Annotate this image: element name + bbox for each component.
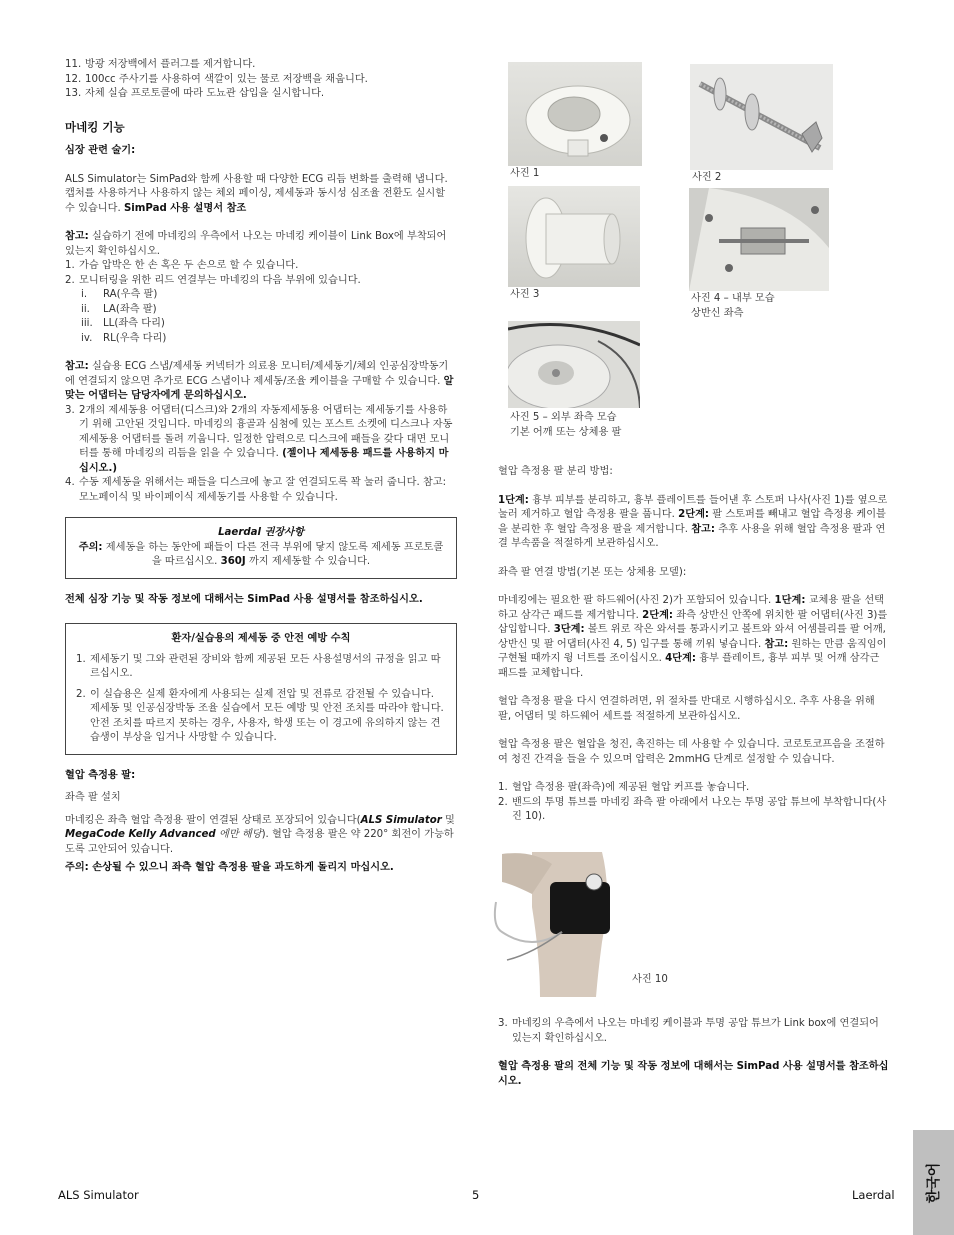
list-item: 1. 혈압 측정용 팔(좌측)에 제공된 혈압 커프를 놓습니다. bbox=[498, 782, 750, 793]
right-column-bottom bbox=[498, 1017, 890, 1089]
external-view-image bbox=[508, 321, 640, 408]
reconnect-text: 혈압 측정용 팔을 다시 연결하려면, 위 절차를 반대로 시행하십시오. 추후 사용을 위해 팔, 어댑터 및 하드웨어 세트를 적절하게 보관하십시오. bbox=[498, 696, 875, 722]
language-tab: 한국어 bbox=[913, 1130, 954, 1235]
list-item: 1. 제세동기 및 그와 관련된 장비와 함께 제공된 모든 사용설명서의 규정을 읽고 따르십시오. bbox=[76, 653, 441, 679]
photo-10-caption: 사진 10 bbox=[632, 974, 668, 985]
list-item: i. RA(우측 팔) bbox=[81, 289, 158, 300]
stopper-screw-image bbox=[508, 62, 642, 166]
list-item: 4. 수동 제세동을 위해서는 패들을 디스크에 놓고 잘 연결되도록 꽉 눌러 줍니다. 참고: 모노페이식 및 바이페이식 제세동기를 사용할 수 있습니다. bbox=[65, 477, 447, 503]
list-item: 3. 마네킹의 우측에서 나오는 마네킹 케이블과 투명 공압 튜브가 Link box에 연결되어 있는지 확인하십시오. bbox=[498, 1018, 879, 1044]
bp-cuff-image bbox=[492, 852, 630, 997]
photo-2-caption: 사진 2 bbox=[692, 172, 722, 183]
photo-2 bbox=[690, 64, 833, 170]
attach-title: 좌측 팔 연결 방법(기본 또는 상체용 모델): bbox=[498, 566, 687, 578]
photo-5-caption: 사진 5 – 외부 좌측 모습 기본 어깨 또는 상체용 팔 bbox=[510, 412, 622, 438]
bp-heading: 혈압 측정용 팔: bbox=[65, 769, 136, 781]
cardiac-heading: 심장 관련 술기: bbox=[65, 145, 136, 156]
cardiac-note-2: 참고: 실습용 ECG 스냅/제세동 커넥터가 의료용 모니터/제세동기/체외 인공심장박동기에 연결되지 않으면 추가로 ECG 스냅이나 제세동/조율 케이블을 구매할 수 있습니다. 알맞는 어댑터는 담당자에게 문의하십시오. bbox=[65, 361, 454, 401]
list-item: 11. 방광 저장백에서 플러그를 제거합니다. bbox=[65, 59, 256, 70]
arm-adapter-image bbox=[508, 186, 640, 287]
bp-steps bbox=[498, 781, 890, 825]
lead-list bbox=[65, 288, 457, 346]
list-item: iv. RL(우측 다리) bbox=[81, 332, 167, 344]
photo-1-caption: 사진 1 bbox=[510, 168, 540, 179]
cardiac-reference: 전체 심장 기능 및 작동 정보에 대해서는 SimPad 사용 설명서를 참조하십시오. bbox=[65, 593, 423, 605]
cardiac-intro: ALS Simulator는 SimPad와 함께 사용할 때 다양한 ECG 리듬 변화를 출력해 냅니다. 캡처를 사용하거나 사용하지 않는 체외 페이싱, 제세동과 동시성 심조율 전환도 실시할 수 있습니다. SimPad 사용 설명서 참조 bbox=[65, 173, 448, 214]
arm-hardware-image bbox=[690, 64, 833, 170]
usage-text: 혈압 측정용 팔은 혈압을 청진, 촉진하는 데 사용할 수 있습니다. 코로토코프음을 조절하여 청진 간격을 들을 수 있으며 압력은 2mmHG 단계로 설정할 수 있습니다. bbox=[498, 739, 885, 765]
cardiac-note-1: 참고: 실습하기 전에 마네킹의 우측에서 나오는 마네킹 케이블이 Link Box에 부착되어 있는지 확인하십시오. bbox=[65, 231, 447, 257]
detach-title: 혈압 측정용 팔 분리 방법: bbox=[498, 466, 613, 477]
photo-5 bbox=[508, 321, 640, 408]
list-item: 2. 밴드의 투명 튜브를 마네킹 좌측 팔 아래에서 나오는 투명 공압 튜브에 부착합니다(사진 10). bbox=[498, 796, 887, 822]
photo-10 bbox=[492, 852, 630, 997]
bp-warning: 주의: 손상될 수 있으니 좌측 혈압 측정용 팔을 과도하게 돌리지 마십시오. bbox=[65, 862, 394, 873]
left-column bbox=[65, 58, 457, 876]
photo-3-caption: 사진 3 bbox=[510, 289, 540, 300]
safety-box: 환자/실습용의 제세동 중 안전 예방 수칙 1. 제세동기 및 그와 관련된 장비와 함께 제공된 모든 사용설명서의 규정을 읽고 따르십시오. 2. 이 실습용은 실제 환자에게 사용되는 실제 전압 및 전류로 감전될 수 있습니다. 제세동 및 인공심장박동 조율 실습에서 모든 예방 및 안전 조치를 따라야 합니다. 안전 조치를 따르지 못하는 경우, 사용자, 학생 또는 이 경고에 유의하지 않는 견습생이 부상을 입거나 사망할 수 있습니다. bbox=[65, 623, 457, 755]
list-item: ii. LA(좌측 팔) bbox=[81, 303, 157, 315]
list-item: 3. 2개의 제세동용 어댑터(디스크)와 2개의 자동제세동용 어댑터는 제세동기를 사용하기 위해 고안된 것입니다. 마네킹의 흉골과 심첨에 있는 포스트 소켓에 디스크나 자동제세동용 어댑터를 돌려 끼웁니다. 일정한 압력으로 디스크에 패들을 갖다 대면 모니터를 통해 마네킹의 리듬을 읽을 수 있습니다. (젤이나 제세동용 패드를 사용하지 마십시오.) bbox=[65, 404, 453, 474]
list-item: 1. 가슴 압박은 한 손 혹은 두 손으로 할 수 있습니다. bbox=[65, 260, 299, 271]
list-item: 2. 이 실습용은 실제 환자에게 사용되는 실제 전압 및 전류로 감전될 수 있습니다. 제세동 및 인공심장박동 조율 실습에서 모든 예방 및 안전 조치를 따라야 합니다. 안전 조치를 따르지 못하는 경우, 사용자, 학생 또는 이 경고에 유의하지 않는 견습생이 부상을 입거나 사망할 수 있습니다. bbox=[76, 688, 444, 743]
section-title: 마네킹 기능 bbox=[65, 119, 125, 134]
photo-4-caption: 사진 4 – 내부 모습 상반신 좌측 bbox=[691, 293, 775, 319]
internal-view-image bbox=[689, 188, 829, 291]
list-item: 13. 자체 실습 프로토콜에 따라 도뇨관 삽입을 실시합니다. bbox=[65, 88, 325, 99]
detach-steps: 1단계: 흉부 피부를 분리하고, 흉부 플레이트를 들어낸 후 스토퍼 나사(사진 1)를 옆으로 눌러 제거하고 혈압 측정용 팔을 풉니다. 2단계: 팔 스토퍼를 빼내고 혈압 측정용 케이블을 분리한 후 혈압 측정용 팔을 제거합니다. 참고: 추후 사용을 위해 혈압 측정용 팔과 연결 부속품을 적절하게 보관하십시오. bbox=[498, 494, 888, 549]
photo-1 bbox=[508, 62, 642, 166]
list-item: 12. 100cc 주사기를 사용하여 색깔이 있는 물로 저장백을 채웁니다. bbox=[65, 73, 368, 85]
photo-4 bbox=[689, 188, 829, 291]
footer-product: ALS Simulator bbox=[58, 1188, 139, 1202]
cardiac-list-2 bbox=[65, 404, 457, 506]
list-item: iii. LL(좌측 다리) bbox=[81, 318, 165, 329]
right-column bbox=[498, 465, 890, 825]
bp-text: 마네킹은 좌측 혈압 측정용 팔이 연결된 상태로 포장되어 있습니다(ALS Simulator 및 MegaCode Kelly Advanced 에만 해당). 혈압 측정용 팔은 약 220° 회전이 가능하도록 고안되어 있습니다. bbox=[65, 814, 455, 855]
attach-steps: 마네킹에는 필요한 팔 하드웨어(사진 2)가 포함되어 있습니다. 1단계: 교체용 팔을 선택하고 삼각근 패드를 제거합니다. 2단계: 좌측 상반신 안쪽에 위치한 팔 어댑터(사진 3)를 삽입합니다. 3단계: 볼트 위로 작은 와셔를 통과시키고 볼트와 와셔 어셈블리를 팔 어깨, 상반신 및 팔 어댑터(사진 4, 5) 입구를 통해 끼워 넣습니다. 참고: 원하는 만큼 움직임이 구현될 때까지 윙 너트를 조이십시오. 4단계: 흉부 플레이트, 흉부 피부 및 어깨 삼각근 패드를 교체합니다. bbox=[498, 595, 888, 679]
bp-sub: 좌측 팔 설치 bbox=[65, 792, 121, 803]
list-item: 2. 모니터링을 위한 리드 연결부는 마네킹의 다음 부위에 있습니다. bbox=[65, 274, 361, 286]
laerdal-recommendation-box: Laerdal 권장사항 주의: 제세동을 하는 동안에 패들이 다른 전극 부위에 닿지 않도록 제세동 프로토콜을 따르십시오. 360J 까지 제세동할 수 있습니다. bbox=[65, 517, 457, 579]
photo-3 bbox=[508, 186, 640, 287]
page-number: 5 bbox=[472, 1188, 480, 1202]
bp-reference: 혈압 측정용 팔의 전체 기능 및 작동 정보에 대해서는 SimPad 사용 설명서를 참조하십시오. bbox=[498, 1061, 889, 1087]
top-list bbox=[65, 58, 457, 102]
cardiac-list bbox=[65, 259, 457, 288]
footer-brand: Laerdal bbox=[852, 1188, 895, 1202]
